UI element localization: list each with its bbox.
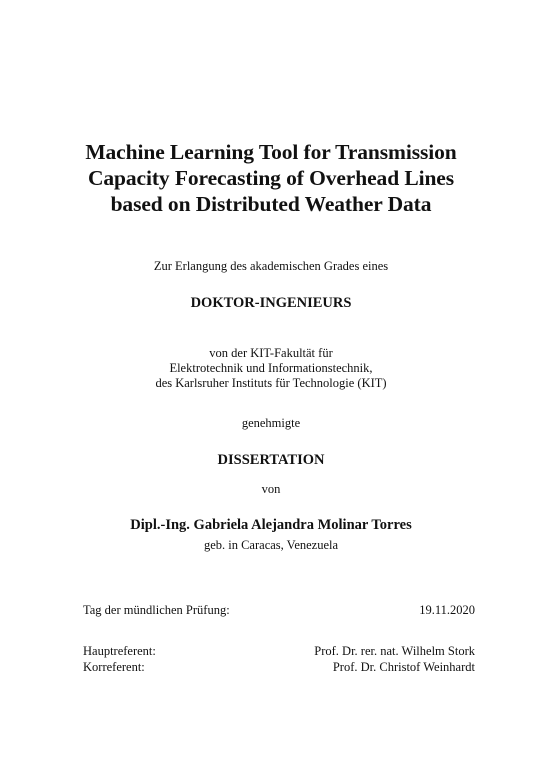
degree-name: DOKTOR-INGENIEURS [190, 295, 352, 311]
dissertation-title [0, 139, 542, 217]
title-line-1: Machine Learning Tool for Transmission [85, 140, 457, 164]
main-referee-row [83, 644, 475, 659]
oral-exam-date: 19.11.2020 [419, 603, 475, 617]
co-referee-label: Korreferent: [83, 660, 145, 674]
approval-note: genehmigte [241, 416, 301, 430]
oral-exam-row [83, 603, 475, 618]
document-type: DISSERTATION [217, 452, 325, 468]
affiliation-line-1: von der KIT-Fakultät für [209, 346, 333, 360]
title-line-3: based on Distributed Weather Data [110, 192, 432, 216]
title-line-2: Capacity Forecasting of Overhead Lines [87, 166, 455, 190]
main-referee-name: Prof. Dr. rer. nat. Wilhelm Stork [314, 644, 475, 658]
oral-exam-label: Tag der mündlichen Prüfung: [83, 603, 230, 617]
co-referee-row [83, 660, 475, 675]
degree-purpose: Zur Erlangung des akademischen Grades eines [153, 259, 389, 273]
author-name: Dipl.-Ing. Gabriela Alejandra Molinar Torres [130, 517, 412, 533]
faculty-affiliation [0, 346, 542, 391]
affiliation-line-3: des Karlsruher Instituts für Technologie (KIT) [155, 376, 387, 390]
birthplace: geb. in Caracas, Venezuela [203, 538, 339, 552]
by-word: von [261, 482, 281, 496]
co-referee-name: Prof. Dr. Christof Weinhardt [332, 660, 475, 674]
affiliation-line-2: Elektrotechnik und Informationstechnik, [169, 361, 373, 375]
main-referee-label: Hauptreferent: [83, 644, 156, 658]
